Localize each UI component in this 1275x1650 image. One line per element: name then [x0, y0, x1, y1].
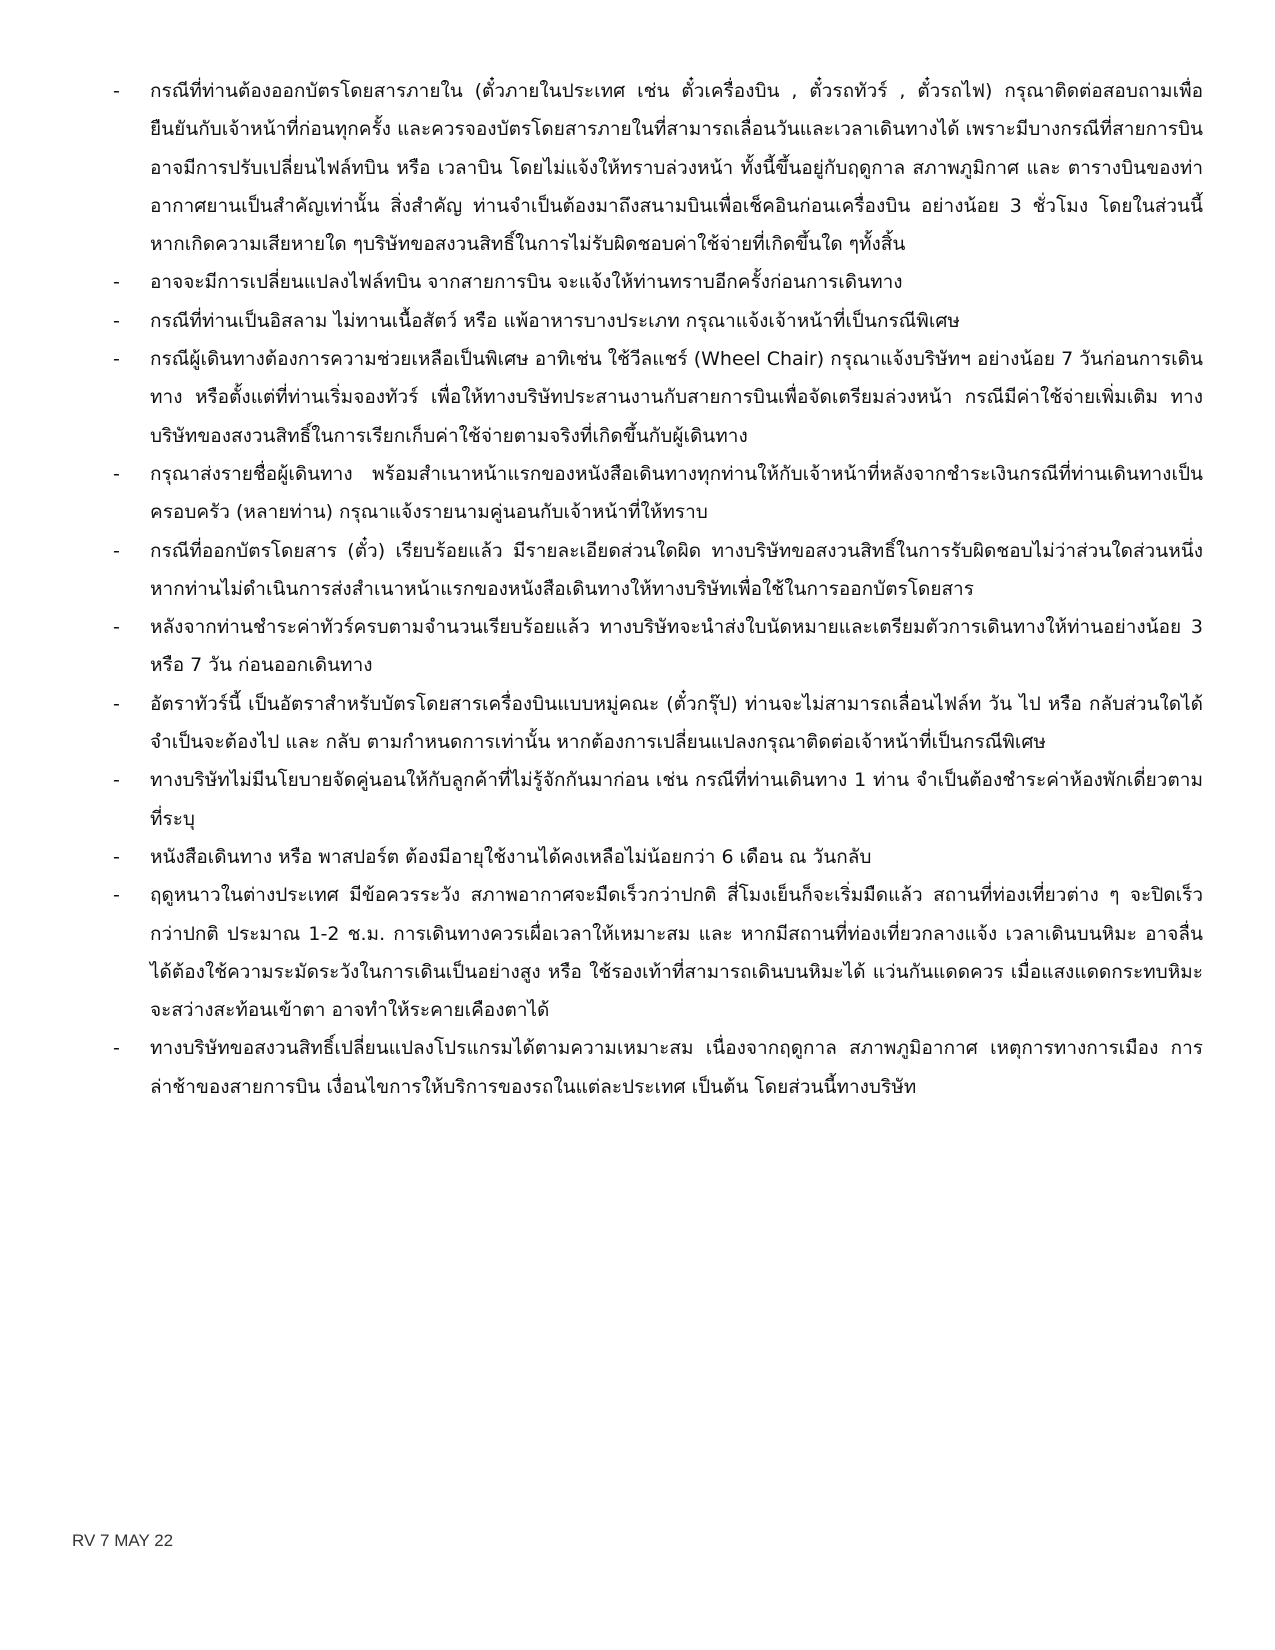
conditions-list	[0, 72, 1275, 1106]
list-item-text: กรณีที่ท่านเป็นอิสลาม ไม่ทานเนื้อสัตว์ หรือ แพ้อาหารบางประเภท กรุณาแจ้งเจ้าหน้าที่เป็นกรณีพิเศษ	[150, 309, 960, 332]
document-body	[0, 72, 1275, 1106]
list-item	[0, 685, 1275, 762]
bullet-marker: -	[113, 884, 120, 907]
list-item-text: ทางบริษัทขอสงวนสิทธิ์เปลี่ยนแปลงโปรแกรมได้ตามความเหมาะสม เนื่องจากฤดูกาล สภาพภูมิอากาศ เหตุการทางการเมือง การล่าช้าของสายการบิน เงื่อนไขการให้บริการของรถในแต่ละประเทศ เป็นต้น โดยส่วนนี้ทางบริษัท	[150, 1037, 1203, 1098]
bullet-marker: -	[113, 616, 120, 639]
list-item	[0, 876, 1275, 1029]
list-item-text: อัตราทัวร์นี้ เป็นอัตราสำหรับบัตรโดยสารเครื่องบินแบบหมู่คณะ (ตั๋วกรุ๊ป) ท่านจะไม่สามารถเลื่อนไฟล์ท วัน ไป หรือ กลับส่วนใดได้ จำเป็นจะต้องไป และ กลับ ตามกำหนดการเท่านั้น หากต้องการเปลี่ยนแปลงกรุณาติดต่อเจ้าหน้าที่เป็นกรณีพิเศษ	[150, 692, 1203, 754]
list-item	[0, 838, 1275, 876]
bullet-marker: -	[113, 348, 120, 371]
list-item-text: หลังจากท่านชำระค่าทัวร์ครบตามจำนวนเรียบร้อยแล้ว ทางบริษัทจะนำส่งใบนัดหมายและเตรียมตัวการเดินทางให้ท่านอย่างน้อย 3 หรือ 7 วัน ก่อนออกเดินทาง	[150, 616, 1203, 677]
list-item	[0, 72, 1275, 263]
bullet-marker: -	[113, 1037, 120, 1060]
list-item-text: ทางบริษัทไม่มีนโยบายจัดคู่นอนให้กับลูกค้าที่ไม่รู้จักกันมาก่อน เช่น กรณีที่ท่านเดินทาง 1 ท่าน จำเป็นต้องชำระค่าห้องพักเดี่ยวตามที่ระบุ	[150, 769, 1203, 830]
list-item	[0, 263, 1275, 301]
list-item	[0, 302, 1275, 340]
list-item	[0, 532, 1275, 609]
bullet-marker: -	[113, 309, 120, 332]
list-item-text: กรณีที่ท่านต้องออกบัตรโดยสารภายใน (ตั๋วภายในประเทศ เช่น ตั๋วเครื่องบิน , ตั๋วรถทัวร์ , ตั๋วรถไฟ) กรุณาติดต่อสอบถามเพื่อยืนยันกับเจ้าหน้าที่ก่อนทุกครั้ง และควรจองบัตรโดยสารภายในที่สามารถเลื่อนวันและเวลาเดินทางได้ เพราะมีบางกรณีที่สายการบินอาจมีการปรับเปลี่ยนไฟล์ทบิน หรือ เวลาบิน โดยไม่แจ้งให้ทราบล่วงหน้า ทั้งนี้ขึ้นอยู่กับฤดูกาล สภาพภูมิกาศ และ ตารางบินของท่าอากาศยานเป็นสำคัญเท่านั้น สิ่งสำคัญ ท่านจำเป็นต้องมาถึงสนามบินเพื่อเช็คอินก่อนเครื่องบิน อย่างน้อย 3 ชั่วโมง โดยในส่วนนี้หากเกิดความเสียหายใด ๆบริษัทขอสงวนสิทธิ์ในการไม่รับผิดชอบค่าใช้จ่ายที่เกิดขึ้นใด ๆทั้งสิ้น	[150, 80, 1203, 256]
list-item	[0, 1029, 1275, 1106]
bullet-marker: -	[113, 80, 120, 102]
bullet-marker: -	[113, 845, 120, 868]
list-item	[0, 608, 1275, 685]
list-item-text: กรุณาส่งรายชื่อผู้เดินทาง พร้อมสำเนาหน้าแรกของหนังสือเดินทางทุกท่านให้กับเจ้าหน้าที่หลังจากชำระเงินกรณีที่ท่านเดินทางเป็นครอบครัว (หลายท่าน) กรุณาแจ้งรายนามคู่นอนกับเจ้าหน้าที่ให้ทราบ	[150, 462, 1203, 524]
revision-footer: RV 7 MAY 22	[72, 1531, 174, 1550]
list-item-text: หนังสือเดินทาง หรือ พาสปอร์ต ต้องมีอายุใช้งานได้คงเหลือไม่น้อยกว่า 6 เดือน ณ วันกลับ	[150, 845, 872, 868]
list-item-text: อาจจะมีการเปลี่ยนแปลงไฟล์ทบิน จากสายการบิน จะแจ้งให้ท่านทราบอีกครั้งก่อนการเดินทาง	[150, 271, 903, 294]
list-item	[0, 340, 1275, 455]
bullet-marker: -	[113, 769, 120, 792]
bullet-marker: -	[113, 462, 120, 485]
list-item-text: กรณีผู้เดินทางต้องการความช่วยเหลือเป็นพิเศษ อาทิเช่น ใช้วีลแชร์ (Wheel Chair) กรุณาแจ้งบริษัทฯ อย่างน้อย 7 วันก่อนการเดินทาง หรือตั้งแต่ที่ท่านเริ่มจองทัวร์ เพื่อให้ทางบริษัทประสานงานกับสายการบินเพื่อจัดเตรียมล่วงหน้า กรณีมีค่าใช้จ่ายเพิ่มเติม ทางบริษัทของสงวนสิทธิ์ในการเรียกเก็บค่าใช้จ่ายตามจริงที่เกิดขึ้นกับผู้เดินทาง	[150, 348, 1203, 447]
bullet-marker: -	[113, 539, 120, 562]
list-item	[0, 761, 1275, 838]
list-item	[0, 455, 1275, 532]
list-item-text: กรณีที่ออกบัตรโดยสาร (ตั๋ว) เรียบร้อยแล้ว มีรายละเอียดส่วนใดผิด ทางบริษัทขอสงวนสิทธิ์ในการรับผิดชอบไม่ว่าส่วนใดส่วนหนึ่ง หากท่านไม่ดำเนินการส่งสำเนาหน้าแรกของหนังสือเดินทางให้ทางบริษัทเพื่อใช้ในการออกบัตรโดยสาร	[150, 539, 1203, 600]
bullet-marker: -	[113, 271, 120, 294]
bullet-marker: -	[113, 692, 120, 715]
list-item-text: ฤดูหนาวในต่างประเทศ มีข้อควรระวัง สภาพอากาศจะมืดเร็วกว่าปกติ สี่โมงเย็นก็จะเริ่มมืดแล้ว สถานที่ท่องเที่ยวต่าง ๆ จะปิดเร็วกว่าปกติ ประมาณ 1-2 ช.ม. การเดินทางควรเผื่อเวลาให้เหมาะสม และ หากมีสถานที่ท่องเที่ยวกลางแจ้ง เวลาเดินบนหิมะ อาจลื่นได้ต้องใช้ความระมัดระวังในการเดินเป็นอย่างสูง หรือ ใช้รองเท้าที่สามารถเดินบนหิมะได้ แว่นกันแดดควร เมื่อแสงแดดกระทบหิมะจะสว่างสะท้อนเข้าตา อาจทำให้ระคายเคืองตาได้	[150, 884, 1203, 1022]
